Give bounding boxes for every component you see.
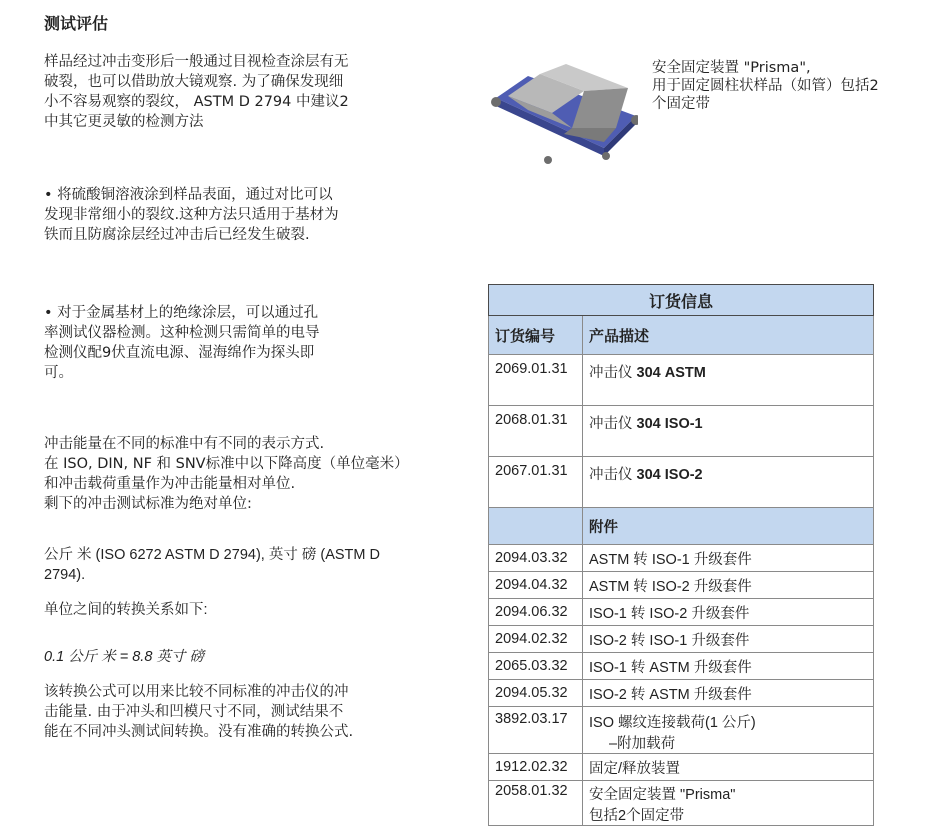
table-row: [489, 653, 874, 680]
accessories-header-blank: [489, 508, 583, 545]
text-line: 2794).: [44, 567, 86, 583]
table-row: [489, 599, 874, 626]
order-code: 2067.01.31: [489, 457, 583, 508]
product-model: 304 ASTM: [636, 365, 706, 381]
text-line: 铁而且防腐涂层经过冲击后已经发生破裂.: [44, 227, 310, 243]
table-row: [489, 754, 874, 781]
accessories-header: 附件: [583, 508, 874, 545]
table-row: [489, 457, 874, 508]
text-line: 用于固定圆柱状样品（如管）包括2: [652, 78, 879, 94]
units-paragraph: [44, 545, 444, 585]
accessory-line: ISO 螺纹连接载荷(1 公斤): [589, 715, 756, 731]
text-line: 样品经过冲击变形后一般通过目视检查涂层有无: [44, 54, 349, 70]
accessory-description: ASTM 转 ISO-2 升级套件: [583, 572, 874, 599]
accessory-subline: –附加载荷: [609, 736, 676, 752]
accessory-description: ISO-1 转 ASTM 升级套件: [583, 653, 874, 680]
table-row: [489, 626, 874, 653]
order-code: 3892.03.17: [489, 707, 583, 754]
product-name: 冲击仪: [589, 467, 637, 483]
prisma-fixture-image: [488, 58, 638, 168]
text-line: 破裂，也可以借助放大镜观察. 为了确保发现细: [44, 74, 344, 90]
text-line: 剩下的冲击测试标准为绝对单位:: [44, 496, 252, 512]
accessory-subline: 包括2个固定带: [589, 808, 685, 824]
prisma-caption: [652, 59, 879, 113]
text-line: • 将硫酸铜溶液涂到样品表面，通过对比可以: [44, 187, 333, 203]
product-model: 304 ISO-2: [636, 467, 703, 483]
impact-energy-paragraph: [44, 434, 474, 514]
text-line: 能在不同冲头测试间转换。没有准确的转换公式.: [44, 724, 354, 740]
text-line: 检测仪配9伏直流电源、湿海绵作为探头即: [44, 345, 315, 361]
order-code: 2094.05.32: [489, 680, 583, 707]
text-line: 可。: [44, 365, 73, 381]
product-name: 冲击仪: [589, 365, 637, 381]
product-description: [583, 457, 874, 508]
product-name: 冲击仪: [589, 416, 637, 432]
bullet-porosity-test: [44, 303, 374, 383]
conversion-note: [44, 682, 399, 742]
accessory-description: ISO-2 转 ASTM 升级套件: [583, 680, 874, 707]
section-heading: 测试评估: [44, 14, 109, 33]
order-code: 2069.01.31: [489, 355, 583, 406]
text-line: 冲击能量在不同的标准中有不同的表示方式.: [44, 436, 325, 452]
product-description: [583, 406, 874, 457]
product-model: 304 ISO-1: [636, 416, 703, 432]
accessory-description: [583, 781, 874, 826]
product-description: [583, 355, 874, 406]
order-code: 2058.01.32: [489, 781, 583, 826]
text-line: 在 ISO, DIN, NF 和 SNV标准中以下降高度（单位毫米）: [44, 456, 409, 472]
text-line: 小不容易观察的裂纹， ASTM D 2794 中建议2: [44, 94, 349, 110]
accessory-description: ASTM 转 ISO-1 升级套件: [583, 545, 874, 572]
table-row: [489, 572, 874, 599]
order-code: 2094.04.32: [489, 572, 583, 599]
text-line: • 对于金属基材上的绝缘涂层，可以通过孔: [44, 305, 319, 321]
table-row: [489, 406, 874, 457]
accessory-description: ISO-2 转 ISO-1 升级套件: [583, 626, 874, 653]
order-code: 2094.03.32: [489, 545, 583, 572]
table-title: 订货信息: [489, 285, 874, 316]
text-line: 率测试仪器检测。这种检测只需简单的电导: [44, 325, 320, 341]
text-line: 中其它更灵敏的检测方法: [44, 114, 204, 130]
text-line: 公斤 米 (ISO 6272 ASTM D 2794), 英寸 磅 (ASTM D: [44, 547, 380, 563]
text-line: 发现非常细小的裂纹.这种方法只适用于基材为: [44, 207, 339, 223]
accessory-description: ISO-1 转 ISO-2 升级套件: [583, 599, 874, 626]
order-code: 2068.01.31: [489, 406, 583, 457]
conversion-intro: 单位之间的转换关系如下:: [44, 602, 208, 618]
bullet-copper-sulfate: [44, 185, 394, 245]
accessory-description: [583, 707, 874, 754]
order-code: 2065.03.32: [489, 653, 583, 680]
conversion-formula: 0.1 公斤 米 = 8.8 英寸 磅: [44, 649, 204, 665]
text-line: 安全固定装置 "Prisma",: [652, 60, 811, 76]
text-line: 个固定带: [652, 96, 710, 112]
intro-paragraph: [44, 52, 394, 132]
table-row: [489, 355, 874, 406]
table-row: [489, 781, 874, 826]
order-code: 1912.02.32: [489, 754, 583, 781]
text-line: 该转换公式可以用来比较不同标准的冲击仪的冲: [44, 684, 349, 700]
order-code: 2094.02.32: [489, 626, 583, 653]
column-header-description: 产品描述: [583, 316, 874, 355]
order-info-table: [488, 284, 874, 826]
accessory-description: 固定/释放装置: [583, 754, 874, 781]
table-row: [489, 680, 874, 707]
table-row: [489, 545, 874, 572]
text-line: 和冲击载荷重量作为冲击能量相对单位.: [44, 476, 296, 492]
order-code: 2094.06.32: [489, 599, 583, 626]
column-header-code: 订货编号: [489, 316, 583, 355]
table-row: [489, 707, 874, 754]
accessory-line: 安全固定装置 "Prisma": [589, 787, 736, 803]
text-line: 击能量. 由于冲头和凹模尺寸不同，测试结果不: [44, 704, 344, 720]
prisma-fixture-drawing: [491, 64, 638, 164]
